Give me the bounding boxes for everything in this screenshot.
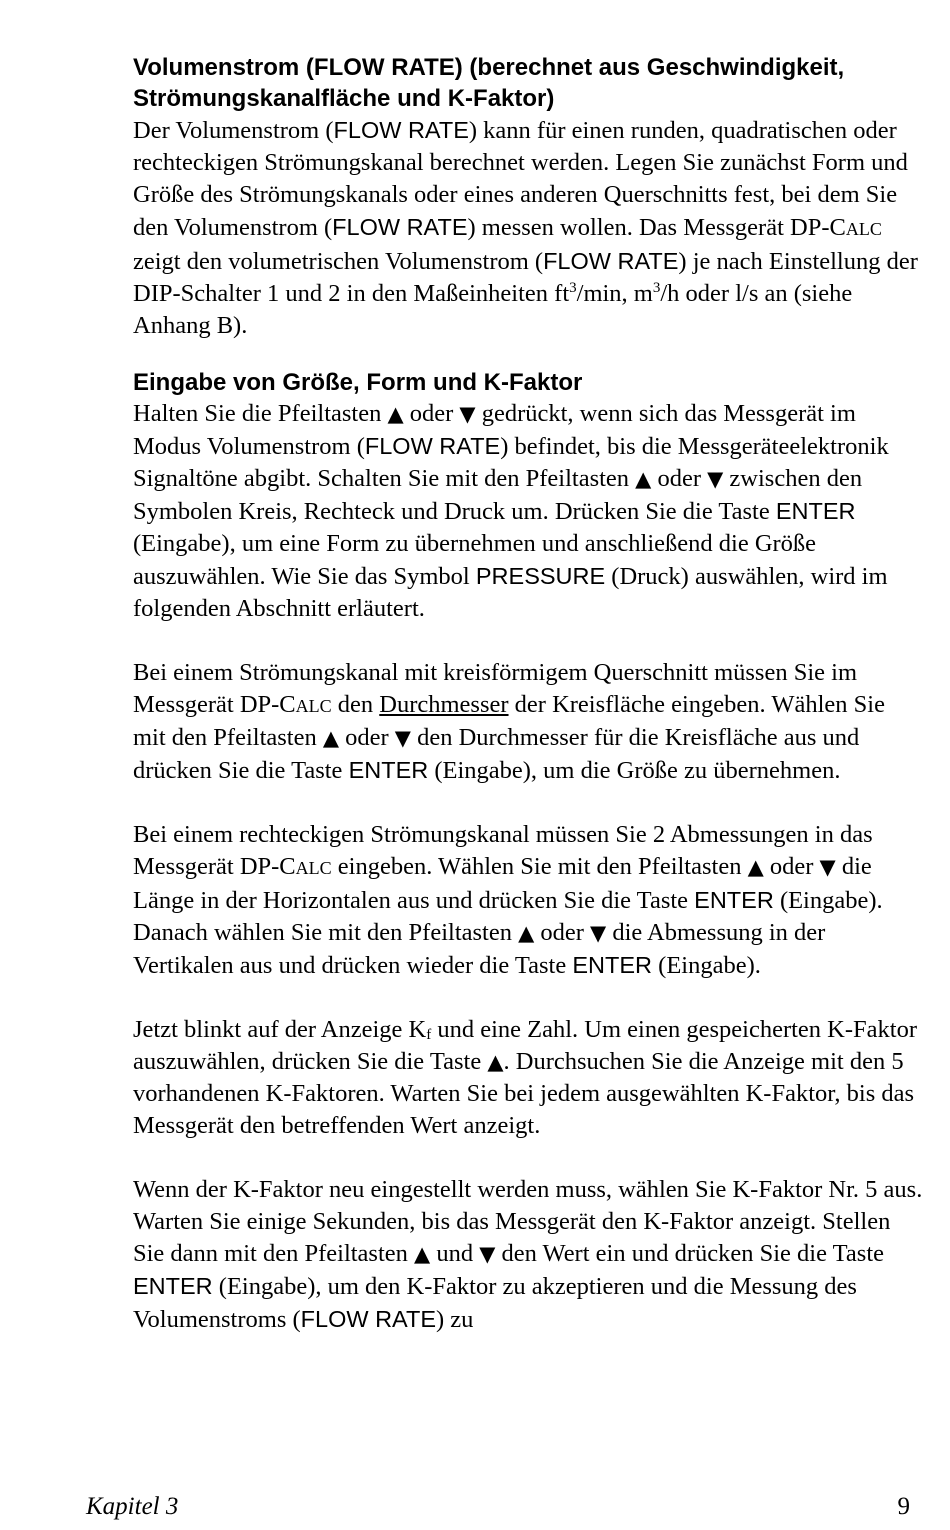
arrow-down-icon: ▼ [707,467,724,491]
text: den [331,691,380,718]
text: (Eingabe), um eine Form zu übernehmen und anschließend die Größe auszuwählen. Wie Sie das Symbol [133,530,817,590]
paragraph-k-factor-adjust [133,1174,923,1336]
arrow-down-icon: ▼ [459,402,476,426]
text: Wenn der K-Faktor neu eingestellt werden muss, wählen Sie K-Faktor Nr. 5 aus. Warten Sie einige Sekunden, bis das Messgerät den K-Faktor anzeigt. Stellen Sie dann mit den Pfeiltasten [133,1176,923,1267]
term-enter: ENTER [348,757,429,783]
text: der Kreisfläche eingeben. Wählen Sie mit den Pfeiltasten [133,691,885,751]
term-enter: ENTER [133,1273,213,1299]
term-flow-rate: FLOW RATE [543,248,679,274]
paragraph-rectangular [133,819,923,982]
term-flow-rate: FLOW RATE [332,214,468,240]
heading-flow-rate: Volumenstrom (FLOW RATE) (berechnet aus Geschwindigkeit, Strömungskanalfläche und K-Faktor) [133,54,845,112]
term-flow-rate: FLOW RATE [333,117,469,143]
superscript: 3 [569,280,577,296]
text: oder [339,724,395,751]
paragraph-input [133,398,923,625]
arrow-up-icon: ▲ [518,921,535,945]
text: den Durchmesser für die Kreisfläche aus und drücken Sie die Taste [133,724,860,784]
term-enter: ENTER [694,887,774,913]
text: (Eingabe). Danach wählen Sie mit den Pfeiltasten [133,887,883,946]
smallcaps-calc: ALC [845,219,882,239]
text: (Druck) auswählen, wird im folgenden Abschnitt erläutert. [133,563,888,622]
arrow-up-icon: ▲ [747,855,764,879]
text: Jetzt blinkt auf der Anzeige K [133,1016,427,1043]
text: ) kann für einen runden, quadratischen oder rechteckigen Strömungskanal berechnet werden. Legen Sie zunächst Form und Größe des Strömungskanals oder eines anderen Querschnitts fest, bei dem Sie den Volumenstrom ( [133,117,908,241]
text: Halten Sie die Pfeiltasten [133,400,388,427]
section-flow-rate [133,52,923,342]
text: eingeben. Wählen Sie mit den Pfeiltasten [331,853,748,880]
arrow-up-icon: ▲ [635,467,652,491]
term-flow-rate: FLOW RATE [300,1306,436,1332]
arrow-up-icon: ▲ [387,402,404,426]
text: (Eingabe). [652,952,761,979]
text: zeigt den volumetrischen Volumenstrom ( [133,248,544,275]
page-content [133,52,923,1368]
subscript: f [426,1027,432,1043]
term-pressure: PRESSURE [475,563,606,589]
text: ) zu [436,1306,474,1333]
paragraph-k-factor [133,1014,923,1142]
text: oder [651,465,708,492]
arrow-down-icon: ▼ [590,921,607,945]
heading-input: Eingabe von Größe, Form und K-Faktor [133,369,583,396]
arrow-down-icon: ▼ [394,726,411,750]
text: den Wert ein und drücken Sie die Taste [495,1240,885,1267]
paragraph-circular [133,657,923,787]
text: /min, m [576,280,653,307]
arrow-down-icon: ▼ [479,1242,496,1266]
text: oder [403,400,460,427]
text: ) messen wollen. Das Messgerät DP-C [467,214,846,241]
text: (Eingabe), um die Größe zu übernehmen. [428,757,841,784]
smallcaps-calc: ALC [295,696,332,716]
text: ) je nach Einstellung der DIP-Schalter 1 und 2 in den Maßeinheiten ft [133,248,918,307]
text: (Eingabe), um den K-Faktor zu akzeptieren und die Messung des Volumenstroms ( [133,1273,857,1333]
text: /h oder l/s an (siehe Anhang B). [133,280,853,339]
text: . Durchsuchen Sie die Anzeige mit den 5 vorhandenen K-Faktoren. Warten Sie bei jedem ausgewählten K-Faktor, bis das Messgerät den betreffenden Wert anzeigt. [133,1048,915,1139]
text: die Abmessung in der Vertikalen aus und drücken wieder die Taste [133,919,826,979]
paragraph-flow-rate [133,114,923,342]
text: ) befindet, bis die Messgeräteelektronik Signaltöne abgibt. Schalten Sie mit den Pfeiltasten [133,433,889,492]
footer-chapter: Kapitel 3 [86,1493,179,1520]
arrow-down-icon: ▼ [819,855,836,879]
term-enter: ENTER [775,498,856,524]
text: die Länge in der Horizontalen aus und drücken Sie die Taste [133,853,872,914]
text: zwischen den Symbolen Kreis, Rechteck und Druck um. Drücken Sie die Taste [133,465,863,525]
underlined-term: Durchmesser [379,691,509,718]
text: gedrückt, wenn sich das Messgerät im Modus Volumenstrom ( [133,400,856,460]
text: und [430,1240,480,1267]
smallcaps-calc: ALC [295,858,332,878]
text: oder [534,919,591,946]
text: Der Volumenstrom ( [133,117,334,144]
term-flow-rate: FLOW RATE [364,433,501,459]
arrow-up-icon: ▲ [322,726,339,750]
text: Bei einem rechteckigen Strömungskanal müssen Sie 2 Abmessungen in das Messgerät DP-C [133,821,873,880]
section-input [133,367,923,625]
text: und eine Zahl. Um einen gespeicherten K-Faktor auszuwählen, drücken Sie die Taste [133,1016,917,1075]
arrow-up-icon: ▲ [414,1242,431,1266]
text: oder [769,853,820,880]
arrow-up-icon: ▲ [487,1050,504,1074]
text: Bei einem Strömungskanal mit kreisförmigem Querschnitt müssen Sie im Messgerät DP-C [133,659,858,718]
superscript: 3 [652,280,661,296]
footer-page-number: 9 [897,1493,910,1520]
term-enter: ENTER [572,952,653,978]
